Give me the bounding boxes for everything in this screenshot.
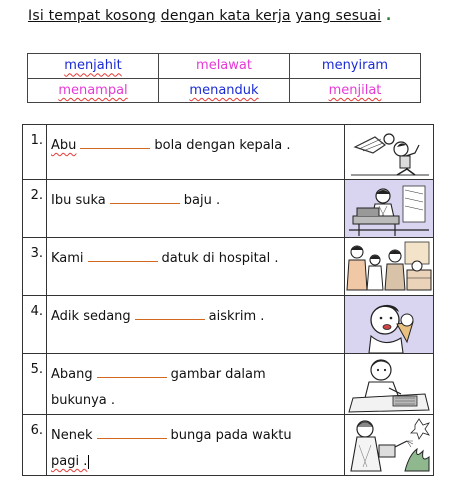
answer-blank[interactable] xyxy=(97,426,167,439)
word-bank-row xyxy=(28,54,421,79)
answer-blank[interactable] xyxy=(80,136,150,149)
word-menanduk: menanduk xyxy=(189,82,259,98)
exercise-sentence xyxy=(47,125,345,180)
boy-pasting-picture-illustration xyxy=(345,354,433,413)
sentence-before: Abu xyxy=(51,138,77,153)
exercise-picture xyxy=(345,296,434,354)
exercise-row xyxy=(23,296,434,354)
word-bank-cell xyxy=(159,78,290,103)
sentence-before: Nenek xyxy=(51,428,93,443)
title-part1: Isi tempat kosong xyxy=(28,8,157,24)
sentence-before: Abang xyxy=(51,367,93,382)
exercise-table xyxy=(22,124,434,476)
word-bank-table xyxy=(27,53,421,103)
exercise-sentence xyxy=(47,180,345,238)
exercise-number: 4. xyxy=(23,296,47,354)
sentence-after: bunga pada waktu xyxy=(170,428,292,443)
exercise-row xyxy=(23,238,434,296)
exercise-number: 2. xyxy=(23,180,47,238)
worksheet-title xyxy=(28,8,391,24)
answer-blank[interactable] xyxy=(97,365,167,378)
exercise-sentence xyxy=(47,238,345,296)
word-bank-cell xyxy=(28,54,159,79)
word-menjahit: menjahit xyxy=(64,58,122,74)
text-cursor xyxy=(88,455,89,469)
sentence-before: Ibu suka xyxy=(51,193,106,208)
answer-blank[interactable] xyxy=(88,249,158,262)
exercise-number: 1. xyxy=(23,125,47,180)
title-dot: . xyxy=(385,8,392,24)
boy-heading-ball-illustration xyxy=(345,125,433,179)
word-bank-cell xyxy=(290,78,421,103)
sentence-after: aiskrim . xyxy=(208,309,265,324)
sentence-after: baju . xyxy=(183,193,221,208)
title-part2: dengan kata kerja xyxy=(160,8,291,24)
exercise-sentence xyxy=(47,354,345,415)
title-part3: yang sesuai xyxy=(295,8,382,24)
woman-sewing-machine-illustration xyxy=(345,180,433,237)
sentence-after: gambar dalam xyxy=(170,367,266,382)
exercise-picture xyxy=(345,180,434,238)
word-melawat: melawat xyxy=(196,58,252,74)
exercise-row xyxy=(23,125,434,180)
exercise-row xyxy=(23,354,434,415)
exercise-picture xyxy=(345,125,434,180)
answer-blank[interactable] xyxy=(110,191,180,204)
exercise-row xyxy=(23,415,434,476)
exercise-sentence xyxy=(47,415,345,476)
grandmother-watering-plants-illustration xyxy=(345,415,433,474)
answer-blank[interactable] xyxy=(135,307,205,320)
word-bank-cell xyxy=(290,54,421,79)
word-bank-row xyxy=(28,78,421,103)
sentence-before: Kami xyxy=(51,251,84,266)
exercise-row xyxy=(23,180,434,238)
sentence-line2: pagi . xyxy=(51,454,88,469)
sentence-after: datuk di hospital . xyxy=(161,251,279,266)
word-menyiram: menyiram xyxy=(321,58,389,74)
child-eating-ice-cream-illustration xyxy=(345,296,433,353)
exercise-number: 5. xyxy=(23,354,47,415)
word-menjilat: menjilat xyxy=(328,82,382,98)
word-bank-cell xyxy=(159,54,290,79)
sentence-line2: bukunya . xyxy=(51,393,116,408)
sentence-after: bola dengan kepala . xyxy=(154,138,291,153)
exercise-number: 6. xyxy=(23,415,47,476)
exercise-picture xyxy=(345,415,434,476)
word-bank-cell xyxy=(28,78,159,103)
word-menampal: menampal xyxy=(58,82,128,98)
exercise-number: 3. xyxy=(23,238,47,296)
exercise-picture xyxy=(345,354,434,415)
exercise-sentence xyxy=(47,296,345,354)
sentence-before: Adik sedang xyxy=(51,309,131,324)
exercise-picture xyxy=(345,238,434,296)
family-visiting-hospital-illustration xyxy=(345,238,433,295)
